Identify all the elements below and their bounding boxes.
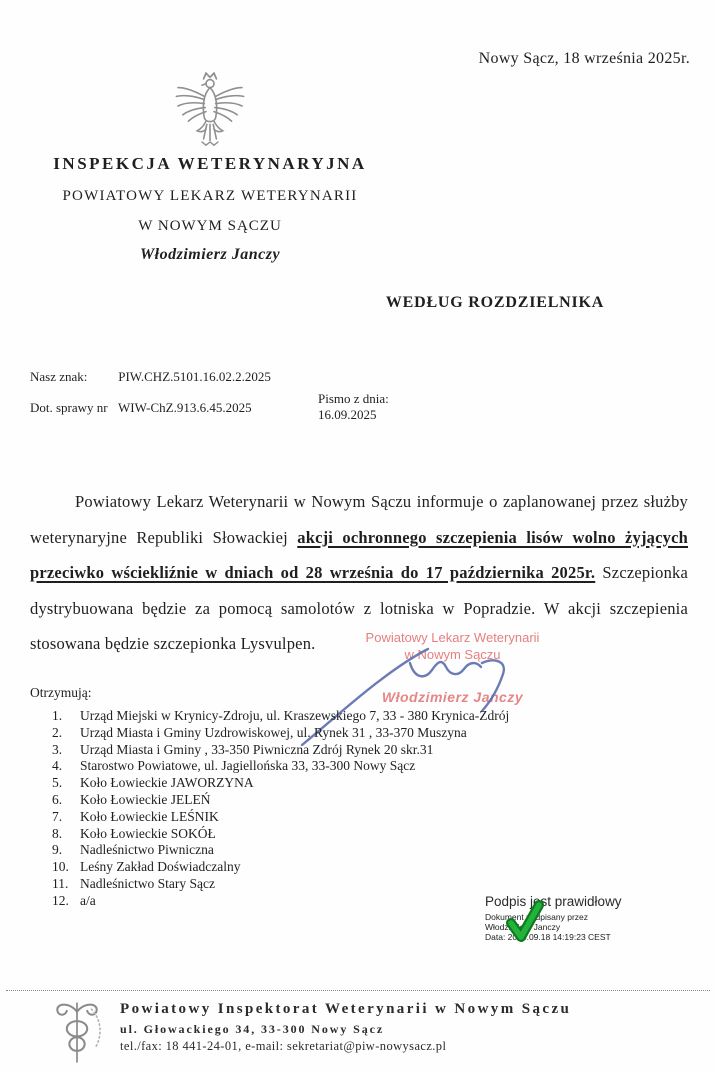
letterhead-office: POWIATOWY LEKARZ WETERYNARII bbox=[62, 188, 358, 204]
dot-sprawy-label: Dot. sprawy nr bbox=[30, 400, 108, 415]
list-item: Koło Łowieckie JAWORZYNA bbox=[80, 775, 254, 791]
green-checkmark-icon bbox=[503, 899, 545, 945]
letterhead-org: INSPEKCJA WETERYNARYJNA bbox=[53, 154, 367, 173]
stamp-line-1: Powiatowy Lekarz Weterynarii bbox=[365, 630, 540, 645]
list-item: Koło Łowieckie SOKÓŁ bbox=[80, 825, 216, 841]
signature-signed-by-label: Dokument podpisany przez bbox=[485, 912, 589, 922]
list-item: a/a bbox=[80, 892, 96, 908]
pismo-z-dnia-block bbox=[318, 391, 389, 423]
recipients-label: Otrzymują: bbox=[30, 685, 92, 700]
nasz-znak-label: Nasz znak: bbox=[30, 369, 88, 384]
list-item: Urząd Miasta i Gminy , 33-350 Piwniczna Zdrój Rynek 20 skr.31 bbox=[80, 741, 434, 757]
list-item: Starostwo Powiatowe, ul. Jagiellońska 33, 33-300 Nowy Sącz bbox=[80, 758, 416, 774]
signature-valid-title: Podpis jest prawidłowy bbox=[485, 894, 622, 909]
letterhead bbox=[30, 154, 390, 264]
list-item: Koło Łowieckie JELEŃ bbox=[80, 791, 211, 807]
signature-signer-name: Włodzimierz Janczy bbox=[485, 922, 561, 932]
nasz-znak-value: PIW.CHZ.5101.16.02.2.2025 bbox=[118, 369, 271, 384]
addressee-line: WEDŁUG ROZDZIELNIKA bbox=[385, 294, 605, 311]
list-item: Urząd Miejski w Krynicy-Zdroju, ul. Kraszewskiego 7, 33 - 380 Krynica-Zdrój bbox=[80, 708, 510, 723]
pismo-date: 16.09.2025 bbox=[318, 407, 377, 422]
list-item: Nadleśnictwo Piwniczna bbox=[80, 842, 214, 858]
stamp-line-2: w Nowym Sączu bbox=[404, 647, 501, 662]
list-item: Koło Łowieckie LEŚNIK bbox=[80, 808, 219, 824]
list-item: Leśny Zakład Doświadczalny bbox=[80, 859, 241, 875]
list-item: Urząd Miasta i Gminy Uzdrowiskowej, ul. Rynek 31 , 33-370 Muszyna bbox=[80, 724, 467, 740]
list-item: Nadleśnictwo Stary Sącz bbox=[80, 875, 215, 891]
footer-contact: tel./fax: 18 441-24-01, e-mail: sekretariat@piw-nowysacz.pl bbox=[120, 1039, 447, 1053]
dot-sprawy-value: WIW-ChZ.913.6.45.2025 bbox=[118, 400, 252, 415]
letterhead-city: W NOWYM SĄCZU bbox=[138, 218, 282, 234]
letterhead-officer-name: Włodzimierz Janczy bbox=[139, 246, 281, 263]
signature-date: Data: 2025.09.18 14:19:23 CEST bbox=[485, 932, 611, 942]
stamp-officer-name: Włodzimierz Janczy bbox=[381, 689, 524, 705]
pismo-label: Pismo z dnia: bbox=[318, 391, 389, 406]
polish-eagle-icon bbox=[170, 68, 250, 160]
recipients-list bbox=[52, 708, 509, 910]
footer-org: Powiatowy Inspektorat Weterynarii w Nowym Sączu bbox=[120, 1001, 572, 1017]
place-date: Nowy Sącz, 18 września 2025r. bbox=[478, 50, 690, 67]
veterinary-caduceus-icon bbox=[36, 999, 118, 1067]
body-text-2: Szczepionka dystrybuowana będzie za pomocą samolotów z lotniska w Popradzie. W akcji szczepienia stosowana będzie szczepionka Lysvulpen. bbox=[30, 563, 689, 653]
body-text-1: Powiatowy Lekarz Weterynarii w Nowym Sączu informuje o zaplanowanej przez służby weterynaryjne Republiki Słowackiej bbox=[30, 492, 688, 547]
footer-block bbox=[120, 1001, 571, 1054]
footer-address: ul. Głowackiego 34, 33-300 Nowy Sącz bbox=[120, 1022, 385, 1036]
reference-block bbox=[30, 369, 271, 431]
body-text-highlight: akcji ochronnego szczepienia lisów wolno żyjących przeciwko wściekliźnie w dniach od 28 września do 17 października 2025r. bbox=[30, 527, 689, 582]
footer-divider bbox=[6, 990, 710, 991]
